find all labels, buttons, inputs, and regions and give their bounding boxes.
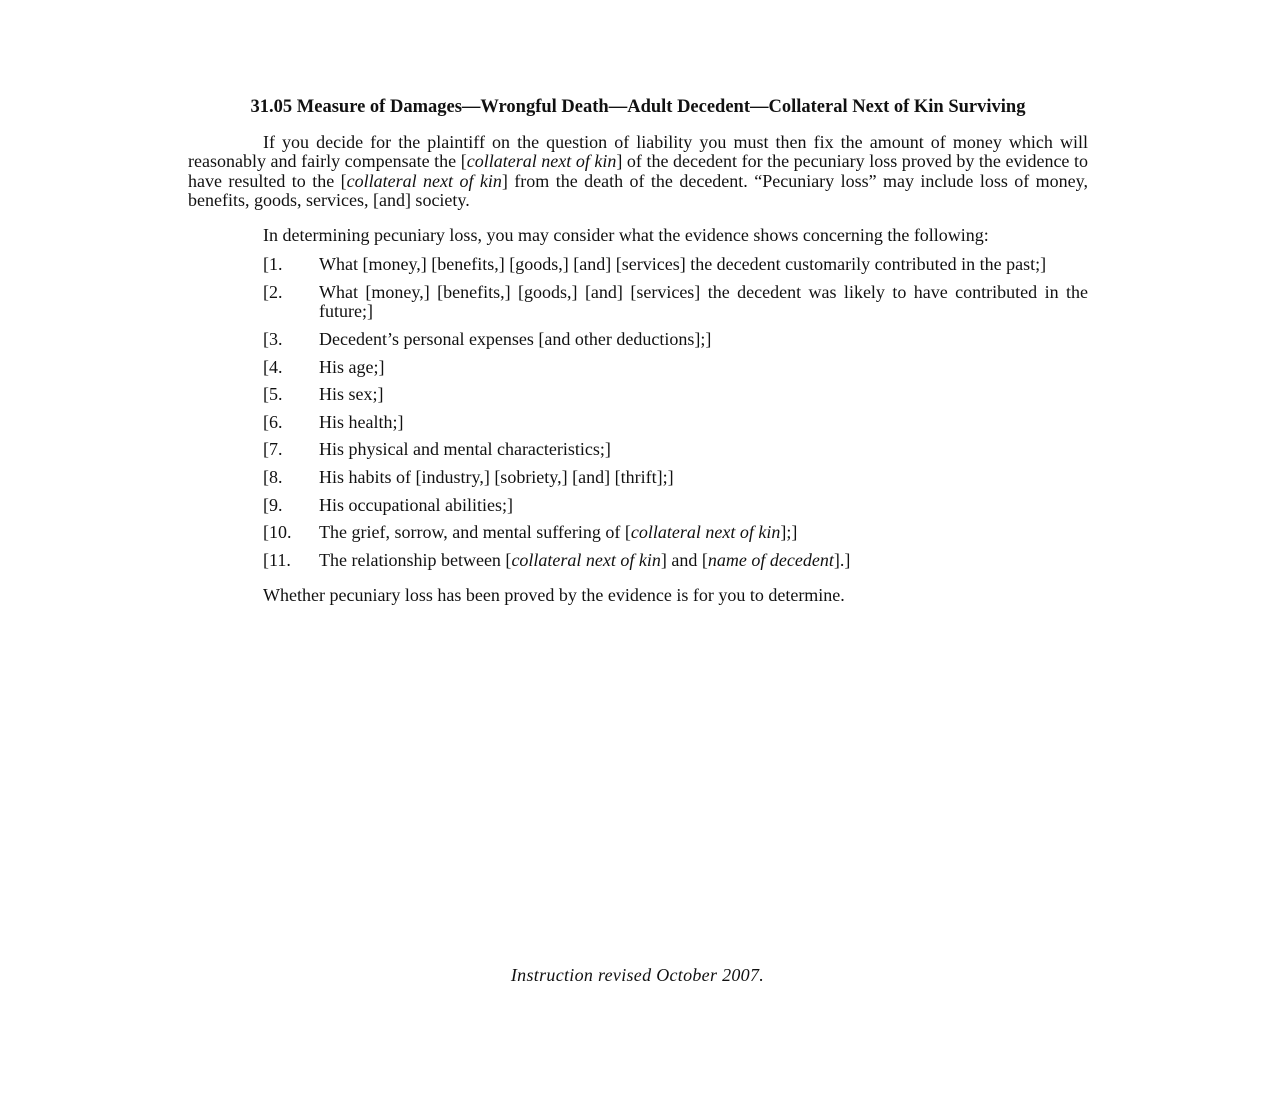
text-run: The grief, sorrow, and mental suffering of [ — [319, 522, 631, 543]
text-run: The relationship between [ — [319, 549, 512, 570]
document-title: 31.05 Measure of Damages—Wrongful Death—Adult Decedent—Collateral Next of Kin Surviving — [250, 97, 1026, 117]
list-item-number: [9. — [263, 494, 283, 515]
list-item-text — [319, 255, 1088, 274]
text-run: His health;] — [319, 411, 404, 432]
text-run: His habits of [industry,] [sobriety,] [and] [thrift];] — [319, 466, 674, 487]
italic-placeholder-text: collateral next of kin — [630, 522, 781, 543]
text-run: His physical and mental characteristics;] — [319, 439, 611, 460]
list-item-number: [6. — [263, 411, 283, 432]
text-run: What [money,] [benefits,] [goods,] [and] [services] the decedent customarily contributed in the past;] — [319, 254, 1047, 275]
list-item-number: [7. — [263, 439, 283, 460]
closing-paragraph: Whether pecuniary loss has been proved by the evidence is for you to determine. — [263, 585, 845, 606]
list-item-text — [319, 413, 1088, 432]
list-item-number: [10. — [263, 522, 292, 543]
text-run: His occupational abilities;] — [319, 494, 513, 515]
list-item — [188, 358, 1088, 377]
list-item-text — [319, 283, 1088, 322]
text-run: His age;] — [319, 356, 385, 377]
list-item-text — [319, 440, 1088, 459]
italic-placeholder-text: collateral next of kin — [466, 151, 617, 172]
list-item-text — [319, 523, 1088, 542]
list-item-number: [4. — [263, 356, 283, 377]
list-item — [188, 440, 1088, 459]
text-run: What [money,] [benefits,] [goods,] [and] [services] the decedent was likely to have contributed in the future;] — [319, 282, 1088, 322]
document-page — [188, 98, 1088, 605]
considerations-list — [188, 255, 1088, 570]
text-run: ] from the death of the decedent. “Pecuniary loss” may include loss of money, benefits, goods, services, [and] society. — [188, 170, 1089, 210]
list-item — [188, 330, 1088, 349]
list-item — [188, 255, 1088, 274]
list-item — [188, 523, 1088, 542]
list-item-number: [8. — [263, 466, 283, 487]
list-item — [188, 413, 1088, 432]
text-run: Decedent’s personal expenses [and other deductions];] — [319, 328, 712, 349]
list-item-text — [319, 330, 1088, 349]
list-item-text — [319, 358, 1088, 377]
text-run: ];] — [780, 522, 798, 543]
list-item — [188, 468, 1088, 487]
list-item-number: [5. — [263, 384, 283, 405]
list-item-number: [1. — [263, 254, 283, 275]
list-item — [188, 551, 1088, 570]
list-item-text — [319, 551, 1088, 570]
list-item-text — [319, 496, 1088, 515]
intro-paragraph — [188, 133, 1088, 210]
text-run: His sex;] — [319, 384, 384, 405]
list-item-number: [2. — [263, 282, 283, 303]
text-run: ] and [ — [660, 549, 708, 570]
text-run: If you decide for the plaintiff on the question of liability you must then fix the amount of money which will reasonably and fairly compensate the [ — [188, 132, 1088, 172]
text-run: ].] — [833, 549, 851, 570]
text-run: ] of the decedent for the pecuniary loss proved by the evidence to have resulted to the [ — [188, 151, 1088, 191]
text-run: In determining pecuniary loss, you may consider what the evidence shows concerning the following: — [263, 225, 989, 246]
list-item-text — [319, 468, 1088, 487]
italic-placeholder-text: collateral next of kin — [346, 170, 502, 191]
italic-placeholder-text: name of decedent — [707, 549, 834, 570]
revision-note: Instruction revised October 2007. — [510, 965, 765, 985]
list-item — [188, 385, 1088, 404]
list-item-number: [11. — [263, 549, 291, 570]
list-item-number: [3. — [263, 328, 283, 349]
considerations-paragraph — [188, 226, 1088, 245]
list-item — [188, 496, 1088, 515]
list-item-text — [319, 385, 1088, 404]
list-item — [188, 283, 1088, 322]
italic-placeholder-text: collateral next of kin — [511, 549, 661, 570]
